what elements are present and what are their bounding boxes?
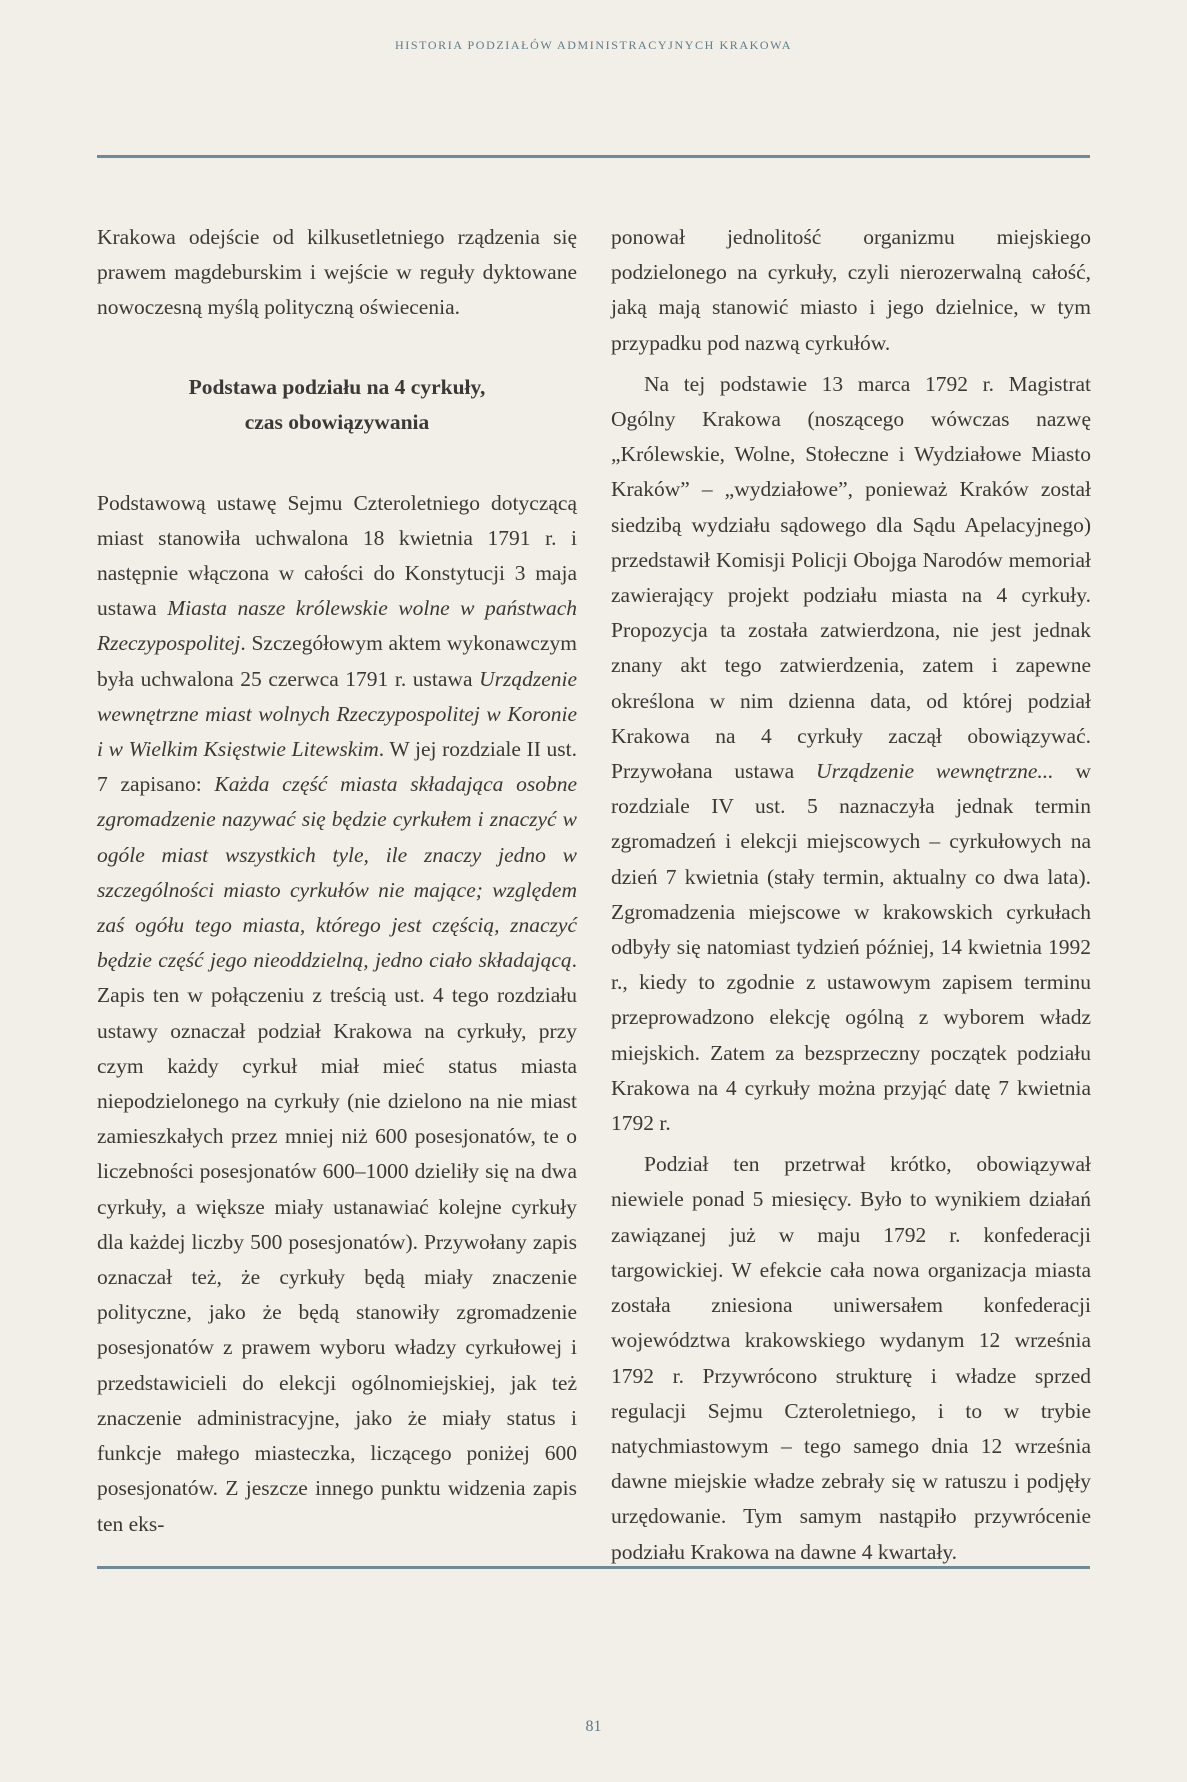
section-heading-line2: czas obowiązywania bbox=[244, 409, 430, 434]
text-run: . Szczegółowym aktem wykonawczym była uchwalona 25 czerwca 1791 r. ustawa bbox=[97, 631, 577, 691]
right-column bbox=[611, 220, 1091, 1570]
section-heading-line1: Podstawa podziału na 4 cyrkuły, bbox=[188, 374, 486, 399]
text-run: w rozdziale IV ust. 5 naznaczyła jednak termin zgromadzeń i elekcji miejscowych – cyrkułowych na dzień 7 kwietnia (stały termin, aktualny co dwa lata). Zgromadzenia miejscowe w krakowskich cyrkułach odbyły się natomiast tydzień później, 14 kwietnia 1992 r., kiedy to zgodnie z ustawowym zapisem terminu przeprowadzono elekcję ogólną z wyborem władz miejskich. Zatem za bezsprzeczny początek podziału Krakowa na 4 cyrkuły można przyjąć datę 7 kwietnia 1792 r. bbox=[611, 759, 1091, 1136]
italic-title: Urządzenie wewnętrzne miast wolnych Rzeczypospolitej w Koronie i w Wielkim Księstwie Litewskim bbox=[97, 666, 577, 762]
intro-paragraph: Krakowa odejście od kilkusetletniego rządzenia się prawem magdeburskim i wejście w reguły dyktowane nowoczesną myślą polityczną oświecenia. bbox=[97, 225, 577, 320]
section-heading bbox=[97, 370, 577, 440]
left-column bbox=[97, 220, 577, 1542]
body-paragraph bbox=[611, 367, 1091, 1141]
text-run: Na tej podstawie 13 marca 1792 r. Magistrat Ogólny Krakowa (noszącego wówczas nazwę „Królewskie, Wolne, Stołeczne i Wydziałowe Miasto Kraków” – „wydziałowe”, ponieważ Kraków został siedzibą wydziału sądowego dla Sądu Apelacyjnego) przedstawił Komisji Policji Obojga Narodów memoriał zawierający projekt podziału miasta na 4 cyrkuły. Propozycja ta została zatwierdzona, nie jest jednak znany akt tego zatwierdzenia, zatem i zapewne określona w nim dzienna data, od której podział Krakowa na 4 cyrkuły zaczął obowiązywać. Przywołana ustawa bbox=[611, 371, 1091, 784]
body-paragraph: Podział ten przetrwał krótko, obowiązywał niewiele ponad 5 miesięcy. Było to wynikiem działań zawiązanej już w maju 1792 r. konfederacji targowickiej. W efekcie cała nowa organizacja miasta została zniesiona uniwersałem konfederacji województwa krakowskiego wydanym 12 września 1792 r. Przywrócono strukturę i władze sprzed regulacji Sejmu Czteroletniego, i to w trybie natychmiastowym – tego samego dnia 12 września dawne miejskie władze zebrały się w ratuszu i podjęły urzędowanie. Tym samym nastąpiło przywrócenie podziału Krakowa na dawne 4 kwartały. bbox=[611, 1152, 1091, 1564]
text-run: . W jej rozdziale II ust. 7 zapisano: bbox=[97, 737, 577, 797]
text-run: Podstawową ustawę Sejmu Czteroletniego dotyczącą miast stanowiła uchwalona 18 kwietnia 1791 r. i następnie włączona w całości do Konstytucji 3 maja ustawa bbox=[97, 490, 577, 621]
top-rule bbox=[97, 155, 1090, 158]
bottom-rule bbox=[97, 1566, 1090, 1569]
text-run: . Zapis ten w połączeniu z treścią ust. 4 tego rozdziału ustawy oznaczał podział Krakowa na cyrkuły, przy czym każdy cyrkuł miał mieć status miasta niepodzielonego na cyrkuły (nie dzielono na nie miast zamieszkałych przez mniej niż 600 posesjonatów, te o liczebności posesjonatów 600–1000 dzieliły się na dwa cyrkuły, a większe miały ustanawiać kolejne cyrkuły dla każdej liczby 500 posesjonatów). Przywołany zapis oznaczał też, że cyrkuły będą miały znaczenie polityczne, jako że będą stanowiły zgromadzenie posesjonatów z prawem wyboru władzy cyrkułowej i przedstawicieli do elekcji ogólnomiejskiej, jak też znaczenie administracyjne, jako że miały status i funkcje małego miasteczka, liczącego poniżej 600 posesjonatów. Z jeszcze innego punktu widzenia zapis ten eks- bbox=[97, 948, 577, 1536]
running-head: HISTORIA PODZIAŁÓW ADMINISTRACYJNYCH KRAKOWA bbox=[395, 38, 792, 52]
page-number: 81 bbox=[585, 1718, 602, 1735]
body-paragraph bbox=[97, 486, 577, 1542]
continued-paragraph: ponował jednolitość organizmu miejskiego podzielonego na cyrkuły, czyli nierozerwalną całość, jaką mają stanowić miasto i jego dzielnice, w tym przypadku pod nazwą cyrkułów. bbox=[611, 225, 1091, 355]
italic-title: Miasta nasze królewskie wolne w państwach Rzeczypospolitej bbox=[97, 596, 577, 656]
italic-title: Urządzenie wewnętrzne... bbox=[816, 759, 1054, 784]
italic-quote: Każda część miasta składająca osobne zgromadzenie nazywać się będzie cyrkułem i znaczyć w ogóle miast wszystkich tyle, ile znaczy jedno w szczególności miasto cyrkułów nie mające; względem zaś ogółu tego miasta, którego jest częścią, znaczyć będzie część jego nieoddzielną, jedno ciało składającą bbox=[97, 772, 577, 973]
